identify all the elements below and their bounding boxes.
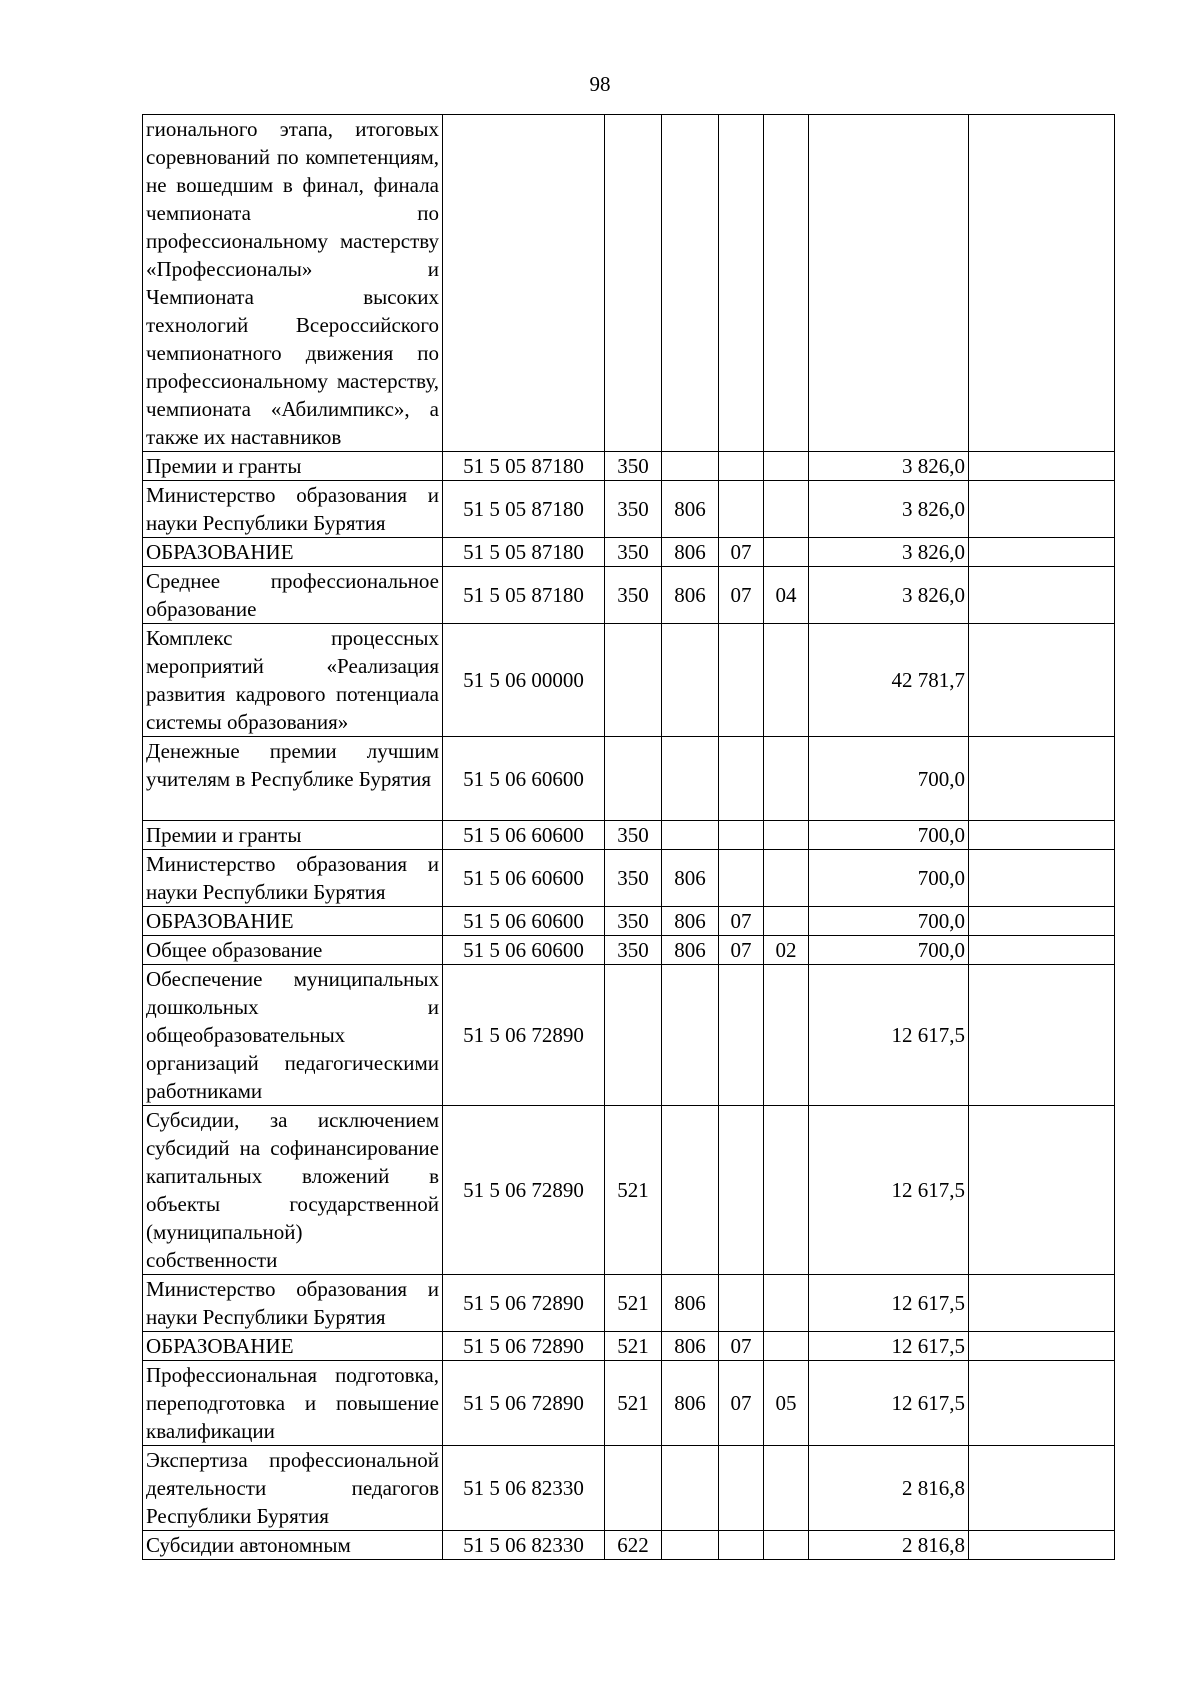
row-section [719,115,764,452]
row-section: 07 [719,907,764,936]
row-subsection [764,624,809,737]
row-target-code: 51 5 06 60600 [443,907,605,936]
row-target-code: 51 5 06 72890 [443,965,605,1106]
row-section [719,1106,764,1275]
row-subsection [764,965,809,1106]
row-section [719,481,764,538]
table-row [143,1531,1115,1560]
row-ministry-code: 806 [662,538,719,567]
row-name: ОБРАЗОВАНИЕ [143,538,443,567]
row-section: 07 [719,1332,764,1361]
row-name: ОБРАЗОВАНИЕ [143,907,443,936]
row-subsection [764,538,809,567]
row-target-code: 51 5 06 00000 [443,624,605,737]
row-extra [969,737,1115,821]
row-name: Комплекс процессных мероприятий «Реализация развития кадрового потенциала системы образования» [143,624,443,737]
row-amount: 3 826,0 [809,567,969,624]
row-amount: 12 617,5 [809,1361,969,1446]
row-expense-type: 521 [605,1106,662,1275]
row-subsection [764,1531,809,1560]
row-target-code: 51 5 06 60600 [443,737,605,821]
row-subsection [764,1275,809,1332]
row-extra [969,1361,1115,1446]
row-expense-type [605,1446,662,1531]
row-amount: 3 826,0 [809,452,969,481]
row-ministry-code [662,1531,719,1560]
row-expense-type: 350 [605,936,662,965]
row-section [719,737,764,821]
row-extra [969,1106,1115,1275]
row-subsection [764,907,809,936]
row-expense-type: 350 [605,821,662,850]
row-expense-type: 521 [605,1361,662,1446]
row-section [719,1275,764,1332]
row-extra [969,1275,1115,1332]
table-row [143,452,1115,481]
row-section [719,965,764,1106]
row-expense-type: 521 [605,1332,662,1361]
row-extra [969,1332,1115,1361]
row-ministry-code [662,115,719,452]
row-extra [969,850,1115,907]
table-row [143,965,1115,1106]
row-subsection [764,115,809,452]
row-expense-type: 350 [605,850,662,907]
row-amount: 3 826,0 [809,538,969,567]
row-amount: 700,0 [809,907,969,936]
row-expense-type: 622 [605,1531,662,1560]
row-subsection: 02 [764,936,809,965]
row-name: Среднее профессиональное образование [143,567,443,624]
row-ministry-code: 806 [662,936,719,965]
table-row [143,1332,1115,1361]
row-expense-type [605,115,662,452]
row-expense-type: 521 [605,1275,662,1332]
row-ministry-code: 806 [662,1361,719,1446]
row-amount: 12 617,5 [809,1332,969,1361]
row-target-code: 51 5 06 60600 [443,936,605,965]
row-subsection: 05 [764,1361,809,1446]
table-row [143,737,1115,821]
row-ministry-code: 806 [662,1332,719,1361]
row-section: 07 [719,936,764,965]
row-ministry-code [662,965,719,1106]
row-subsection [764,850,809,907]
row-section: 07 [719,1361,764,1446]
row-section [719,452,764,481]
row-ministry-code: 806 [662,850,719,907]
row-name: Профессиональная подготовка, переподготовка и повышение квалификации [143,1361,443,1446]
row-ministry-code [662,821,719,850]
row-name: Общее образование [143,936,443,965]
row-name: ОБРАЗОВАНИЕ [143,1332,443,1361]
row-target-code: 51 5 05 87180 [443,538,605,567]
table-row [143,907,1115,936]
row-subsection [764,737,809,821]
row-expense-type [605,965,662,1106]
table-row [143,538,1115,567]
row-name: Министерство образования и науки Республики Бурятия [143,481,443,538]
row-extra [969,936,1115,965]
row-ministry-code: 806 [662,1275,719,1332]
row-target-code: 51 5 05 87180 [443,481,605,538]
row-target-code [443,115,605,452]
row-amount: 12 617,5 [809,965,969,1106]
row-section [719,1531,764,1560]
row-extra [969,1446,1115,1531]
row-subsection [764,1106,809,1275]
row-ministry-code [662,1446,719,1531]
row-section: 07 [719,567,764,624]
row-name: Обеспечение муниципальных дошкольных и общеобразовательных организаций педагогическими работниками [143,965,443,1106]
row-expense-type [605,737,662,821]
row-extra [969,567,1115,624]
row-target-code: 51 5 05 87180 [443,452,605,481]
row-subsection [764,481,809,538]
row-extra [969,481,1115,538]
table-row [143,1106,1115,1275]
row-extra [969,115,1115,452]
row-expense-type: 350 [605,907,662,936]
row-amount: 12 617,5 [809,1106,969,1275]
row-amount: 3 826,0 [809,481,969,538]
row-ministry-code: 806 [662,907,719,936]
row-amount: 700,0 [809,821,969,850]
table-row [143,567,1115,624]
table-row [143,624,1115,737]
row-ministry-code [662,737,719,821]
row-name: Субсидии автономным [143,1531,443,1560]
row-amount: 42 781,7 [809,624,969,737]
budget-table [142,114,1115,1560]
row-section: 07 [719,538,764,567]
row-amount: 700,0 [809,850,969,907]
table-row [143,481,1115,538]
row-ministry-code [662,452,719,481]
row-target-code: 51 5 06 82330 [443,1531,605,1560]
row-target-code: 51 5 06 72890 [443,1275,605,1332]
row-ministry-code: 806 [662,481,719,538]
row-extra [969,452,1115,481]
row-name: Денежные премии лучшим учителям в Республике Бурятия [143,737,443,821]
page-number: 98 [589,72,611,96]
row-ministry-code [662,1106,719,1275]
table-row [143,936,1115,965]
row-extra [969,624,1115,737]
row-amount: 700,0 [809,737,969,821]
row-name: Премии и гранты [143,452,443,481]
row-name: Субсидии, за исключением субсидий на софинансирование капитальных вложений в объекты государственной (муниципальной) собственности [143,1106,443,1275]
table-row [143,1275,1115,1332]
row-expense-type: 350 [605,481,662,538]
row-extra [969,821,1115,850]
row-target-code: 51 5 06 72890 [443,1361,605,1446]
row-amount: 2 816,8 [809,1531,969,1560]
row-target-code: 51 5 05 87180 [443,567,605,624]
row-ministry-code [662,624,719,737]
row-amount: 2 816,8 [809,1446,969,1531]
table-row [143,1446,1115,1531]
table-row [143,850,1115,907]
row-section [719,850,764,907]
row-section [719,624,764,737]
row-amount [809,115,969,452]
row-name: Экспертиза профессиональной деятельности педагогов Республики Бурятия [143,1446,443,1531]
row-target-code: 51 5 06 60600 [443,850,605,907]
row-section [719,1446,764,1531]
row-expense-type: 350 [605,567,662,624]
row-amount: 700,0 [809,936,969,965]
row-target-code: 51 5 06 82330 [443,1446,605,1531]
table-row [143,115,1115,452]
row-section [719,821,764,850]
row-name: гионального этапа, итоговых соревнований по компетенциям, не вошедшим в финал, финала чемпионата по профессиональному мастерству «Профессионалы» и Чемпионата высоких технологий Всероссийского чемпионатного движения по профессиональному мастерству, чемпионата «Абилимпикс», а также их наставников [143,115,443,452]
row-subsection [764,1332,809,1361]
row-expense-type [605,624,662,737]
row-subsection: 04 [764,567,809,624]
row-expense-type: 350 [605,538,662,567]
row-expense-type: 350 [605,452,662,481]
row-extra [969,1531,1115,1560]
row-subsection [764,821,809,850]
row-subsection [764,1446,809,1531]
row-amount: 12 617,5 [809,1275,969,1332]
row-target-code: 51 5 06 72890 [443,1106,605,1275]
row-target-code: 51 5 06 60600 [443,821,605,850]
row-target-code: 51 5 06 72890 [443,1332,605,1361]
row-ministry-code: 806 [662,567,719,624]
table-row [143,1361,1115,1446]
table-row [143,821,1115,850]
row-extra [969,965,1115,1106]
row-extra [969,538,1115,567]
row-subsection [764,452,809,481]
row-name: Министерство образования и науки Республики Бурятия [143,850,443,907]
row-extra [969,907,1115,936]
row-name: Премии и гранты [143,821,443,850]
row-name: Министерство образования и науки Республики Бурятия [143,1275,443,1332]
